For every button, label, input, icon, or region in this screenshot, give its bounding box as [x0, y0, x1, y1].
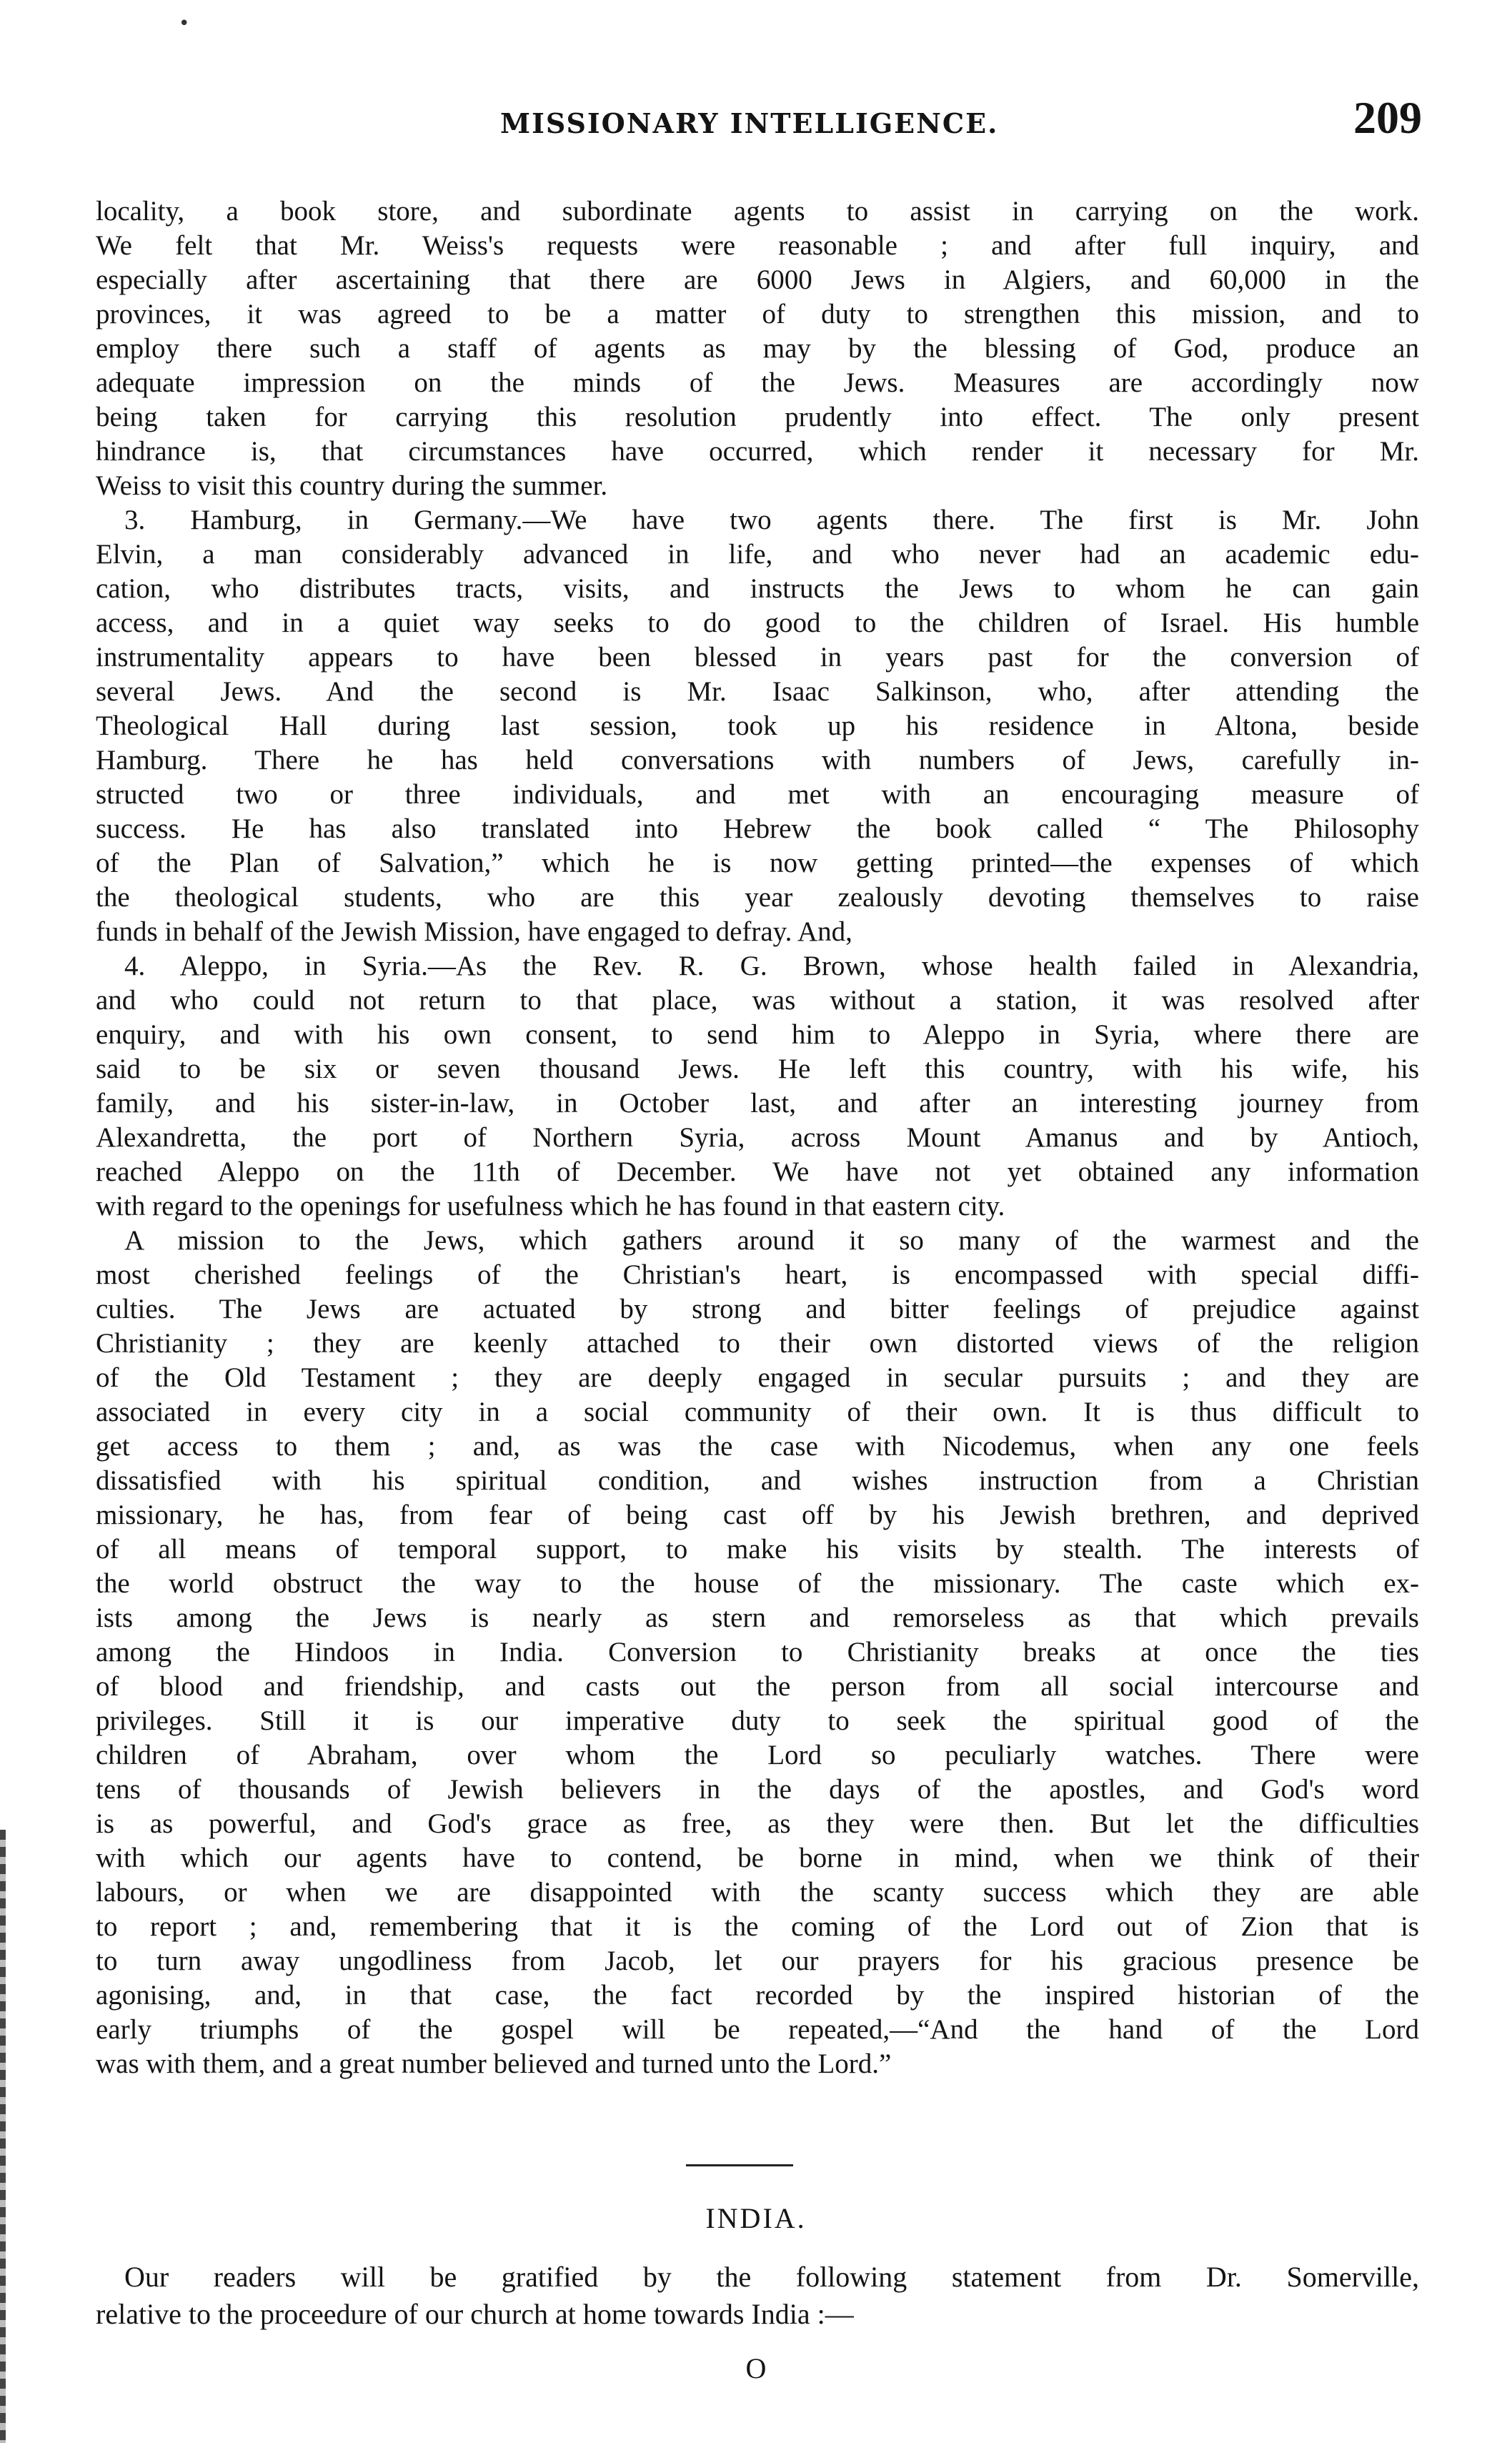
- intro-line: Our readers will be gratified by the following statement from Dr. Somerville,: [124, 2261, 1419, 2293]
- stray-mark: •: [179, 13, 190, 34]
- page-header: [93, 91, 1422, 156]
- signature-mark: O: [745, 2352, 767, 2384]
- text-line: reached Aleppo on the 11th of December. We have not yet obtained any information: [96, 1156, 1419, 1187]
- text-line: instrumentality appears to have been blessed in years past for the conversion of: [96, 642, 1419, 673]
- text-line: locality, a book store, and subordinate agents to assist in carrying on the work.: [96, 196, 1419, 227]
- text-line: culties. The Jews are actuated by strong and bitter feelings of prejudice against: [96, 1294, 1419, 1324]
- section-intro: [96, 2259, 1419, 2333]
- text-line: 4. Aleppo, in Syria.—As the Rev. R. G. Brown, whose health failed in Alexandria,: [124, 951, 1419, 981]
- section-title: INDIA.: [705, 2202, 807, 2234]
- text-line: Weiss to visit this country during the summer.: [96, 470, 608, 501]
- text-line: Theological Hall during last session, took up his residence in Altona, beside: [96, 710, 1419, 741]
- body-text: [96, 194, 1419, 2081]
- text-line: of the Plan of Salvation,” which he is now getting printed—the expenses of which: [96, 848, 1419, 878]
- text-line: Hamburg. There he has held conversations with numbers of Jews, carefully in-: [96, 745, 1419, 775]
- text-line: the world obstruct the way to the house of the missionary. The caste which ex-: [96, 1568, 1419, 1599]
- text-line: adequate impression on the minds of the Jews. Measures are accordingly now: [96, 367, 1419, 398]
- section-divider: [686, 2164, 793, 2166]
- text-line: Alexandretta, the port of Northern Syria, across Mount Amanus and by Antioch,: [96, 1122, 1419, 1153]
- text-line: A mission to the Jews, which gathers around it so many of the warmest and the: [124, 1225, 1419, 1256]
- text-line: the theological students, who are this year zealously devoting themselves to raise: [96, 882, 1419, 913]
- text-line: and who could not return to that place, was without a station, it was resolved after: [96, 985, 1419, 1016]
- text-line: most cherished feelings of the Christian's heart, is encompassed with special diffi-: [96, 1259, 1419, 1290]
- text-line: ists among the Jews is nearly as stern and remorseless as that which prevails: [96, 1602, 1419, 1633]
- text-line: dissatisfied with his spiritual condition, and wishes instruction from a Christian: [96, 1465, 1419, 1496]
- text-line: family, and his sister-in-law, in October last, and after an interesting journey from: [96, 1088, 1419, 1119]
- text-line: labours, or when we are disappointed with the scanty success which they are able: [96, 1877, 1419, 1908]
- text-line: access, and in a quiet way seeks to do good to the children of Israel. His humble: [96, 608, 1419, 638]
- intro-line: relative to the proceedure of our church at home towards India :—: [96, 2298, 854, 2330]
- text-line: tens of thousands of Jewish believers in the days of the apostles, and God's word: [96, 1774, 1419, 1805]
- text-line: early triumphs of the gospel will be repeated,—“And the hand of the Lord: [96, 2014, 1419, 2045]
- text-line: especially after ascertaining that there are 6000 Jews in Algiers, and 60,000 in the: [96, 264, 1419, 295]
- text-line: employ there such a staff of agents as may by the blessing of God, produce an: [96, 333, 1419, 364]
- text-line: cation, who distributes tracts, visits, and instructs the Jews to whom he can gain: [96, 573, 1419, 604]
- text-line: privileges. Still it is our imperative duty to seek the spiritual good of the: [96, 1705, 1419, 1736]
- text-line: is as powerful, and God's grace as free, as they were then. But let the difficulties: [96, 1808, 1419, 1839]
- text-line: several Jews. And the second is Mr. Isaac Salkinson, who, after attending the: [96, 676, 1419, 707]
- text-line: among the Hindoos in India. Conversion to Christianity breaks at once the ties: [96, 1637, 1419, 1668]
- text-line: being taken for carrying this resolution prudently into effect. The only present: [96, 402, 1419, 432]
- text-line: with regard to the openings for usefulness which he has found in that eastern city.: [96, 1191, 1005, 1222]
- text-line: missionary, he has, from fear of being cast off by his Jewish brethren, and deprived: [96, 1500, 1419, 1530]
- page-number: 209: [1353, 92, 1422, 143]
- text-line: said to be six or seven thousand Jews. He left this country, with his wife, his: [96, 1054, 1419, 1084]
- text-line: structed two or three individuals, and met with an encouraging measure of: [96, 779, 1419, 810]
- text-line: provinces, it was agreed to be a matter of duty to strengthen this mission, and to: [96, 299, 1419, 329]
- text-line: was with them, and a great number believed and turned unto the Lord.”: [96, 2048, 892, 2079]
- text-line: agonising, and, in that case, the fact recorded by the inspired historian of the: [96, 1980, 1419, 2011]
- text-line: children of Abraham, over whom the Lord so peculiarly watches. There were: [96, 1740, 1419, 1770]
- text-line: success. He has also translated into Hebrew the book called “ The Philosophy: [96, 813, 1419, 844]
- text-line: get access to them ; and, as was the case with Nicodemus, when any one feels: [96, 1431, 1419, 1462]
- text-line: with which our agents have to contend, be borne in mind, when we think of their: [96, 1843, 1419, 1873]
- text-line: to report ; and, remembering that it is the coming of the Lord out of Zion that is: [96, 1911, 1419, 1942]
- text-line: Elvin, a man considerably advanced in life, and who never had an academic edu-: [96, 539, 1419, 570]
- text-line: to turn away ungodliness from Jacob, let our prayers for his gracious presence be: [96, 1946, 1419, 1976]
- text-line: We felt that Mr. Weiss's requests were reasonable ; and after full inquiry, and: [96, 230, 1419, 261]
- text-line: associated in every city in a social community of their own. It is thus difficult to: [96, 1397, 1419, 1427]
- text-line: of blood and friendship, and casts out the person from all social intercourse and: [96, 1671, 1419, 1702]
- text-line: enquiry, and with his own consent, to send him to Aleppo in Syria, where there are: [96, 1019, 1419, 1050]
- text-line: 3. Hamburg, in Germany.—We have two agents there. The first is Mr. John: [124, 505, 1419, 535]
- text-line: Christianity ; they are keenly attached to their own distorted views of the religion: [96, 1328, 1419, 1359]
- text-line: of all means of temporal support, to make his visits by stealth. The interests of: [96, 1534, 1419, 1565]
- running-head: MISSIONARY INTELLIGENCE.: [500, 107, 999, 139]
- text-line: funds in behalf of the Jewish Mission, have engaged to defray. And,: [96, 916, 852, 947]
- text-line: hindrance is, that circumstances have occurred, which render it necessary for Mr.: [96, 436, 1419, 467]
- text-line: of the Old Testament ; they are deeply engaged in secular pursuits ; and they are: [96, 1362, 1419, 1393]
